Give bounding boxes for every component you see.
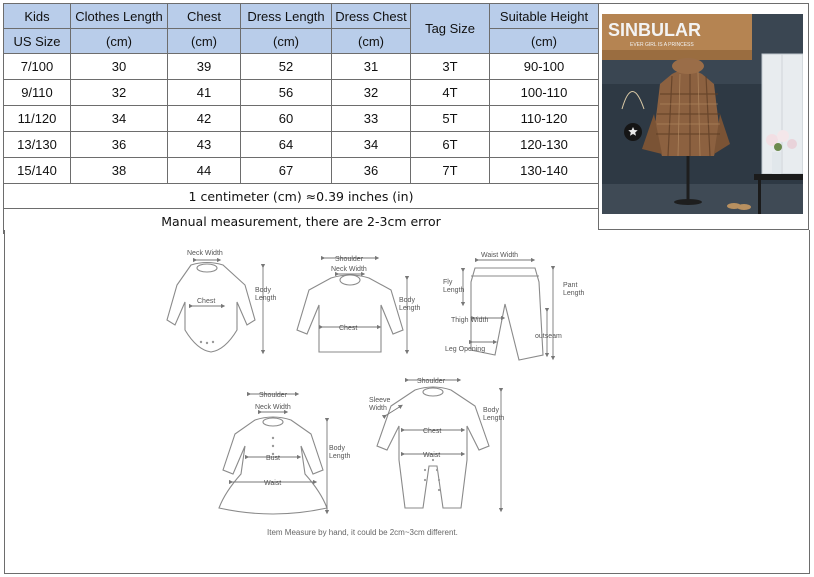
table-cell: 130-140 [490, 158, 599, 184]
label-pant-length: Pant Length [563, 282, 585, 297]
table-cell: 42 [168, 106, 241, 132]
table-cell: 52 [241, 54, 332, 80]
table-cell: 38 [71, 158, 168, 184]
table-cell: 7T [411, 158, 490, 184]
table-cell: 32 [71, 80, 168, 106]
table-cell: 39 [168, 54, 241, 80]
label-fly-length: Fly Length [443, 279, 465, 294]
header-clothes-length: Clothes Length [71, 4, 168, 29]
table-cell: 60 [241, 106, 332, 132]
shirt-diagram [297, 256, 421, 352]
size-chart-table [3, 3, 599, 234]
measure-caption: Item Measure by hand, it could be 2cm~3cm different. [267, 528, 458, 537]
header-tag-size: Tag Size [411, 4, 490, 54]
header-suitable-height: Suitable Height [490, 4, 599, 29]
table-cell: 34 [332, 132, 411, 158]
header-dress-chest: Dress Chest [332, 4, 411, 29]
table-row [4, 132, 599, 158]
table-cell: 36 [71, 132, 168, 158]
dress-diagram [219, 392, 351, 514]
table-row [4, 80, 599, 106]
label-bust: Bust [266, 455, 281, 462]
table-cell: 120-130 [490, 132, 599, 158]
table-cell: 33 [332, 106, 411, 132]
measurement-diagrams [5, 230, 809, 573]
table-header-units-row [4, 29, 599, 54]
pants-diagram [443, 252, 585, 360]
table-cell: 32 [332, 80, 411, 106]
table-cell: 6T [411, 132, 490, 158]
table-cell: 44 [168, 158, 241, 184]
table-row [4, 106, 599, 132]
label-shoulder: Shoulder [259, 392, 288, 399]
table-cell: 34 [71, 106, 168, 132]
table-cell: 36 [332, 158, 411, 184]
label-neck-width: Neck Width [187, 250, 223, 257]
header-unit: (cm) [332, 29, 411, 54]
header-chest: Chest [168, 4, 241, 29]
label-body-length: Body Length [255, 287, 277, 302]
label-chest: Chest [423, 428, 442, 435]
header-dress-length: Dress Length [241, 4, 332, 29]
table-cell: 31 [332, 54, 411, 80]
header-kids: Kids [4, 4, 71, 29]
table-cell: 110-120 [490, 106, 599, 132]
measurement-diagram-panel [4, 230, 810, 574]
table-cell: 41 [168, 80, 241, 106]
grid-line [598, 3, 809, 4]
table-cell: 5T [411, 106, 490, 132]
product-photo [602, 14, 803, 214]
table-cell: 100-110 [490, 80, 599, 106]
table-cell: 4T [411, 80, 490, 106]
sign-text: SINBULAR [608, 20, 701, 40]
table-cell: 90-100 [490, 54, 599, 80]
label-waist: Waist [264, 480, 282, 487]
label-neck-width: Neck Width [331, 266, 367, 273]
bodysuit-diagram [167, 250, 277, 352]
label-waist: Waist [423, 452, 441, 459]
label-chest: Chest [197, 298, 216, 305]
table-cell: 67 [241, 158, 332, 184]
label-leg-opening: Leg Opening [445, 346, 486, 353]
table-cell: 15/140 [4, 158, 71, 184]
sign-subtext: EVER GIRL IS A PRINCESS [630, 42, 694, 48]
header-us-size: US Size [4, 29, 71, 54]
label-neck-width: Neck Width [255, 404, 291, 411]
label-shoulder: Shoulder [417, 378, 446, 385]
table-row [4, 158, 599, 184]
table-cell: 43 [168, 132, 241, 158]
header-unit: (cm) [241, 29, 332, 54]
header-unit: (cm) [490, 29, 599, 54]
label-body-length: Body Length [329, 445, 351, 460]
conversion-note: 1 centimeter (cm) ≈0.39 inches (in) [4, 184, 599, 209]
header-unit: (cm) [168, 29, 241, 54]
conversion-note-row [4, 184, 599, 209]
label-thigh-width: Thigh Width [451, 317, 489, 324]
header-unit: (cm) [71, 29, 168, 54]
table-cell: 30 [71, 54, 168, 80]
label-outseam: outseam [535, 333, 562, 340]
label-waist-width: Waist Width [481, 252, 519, 259]
label-shoulder: Shoulder [335, 256, 364, 263]
table-cell: 9/110 [4, 80, 71, 106]
table-cell: 11/120 [4, 106, 71, 132]
table-header-row [4, 4, 599, 29]
label-body-length: Body Length [483, 407, 505, 422]
label-body-length: Body Length [399, 297, 421, 312]
table-row [4, 54, 599, 80]
table-cell: 13/130 [4, 132, 71, 158]
romper-diagram [369, 378, 505, 510]
table-cell: 64 [241, 132, 332, 158]
label-sleeve-width: Sleeve Width [369, 397, 391, 412]
measurement-error-note: Manual measurement, there are 2-3cm error [4, 209, 599, 234]
table-cell: 56 [241, 80, 332, 106]
label-chest: Chest [339, 325, 358, 332]
table-cell: 7/100 [4, 54, 71, 80]
table-cell: 3T [411, 54, 490, 80]
